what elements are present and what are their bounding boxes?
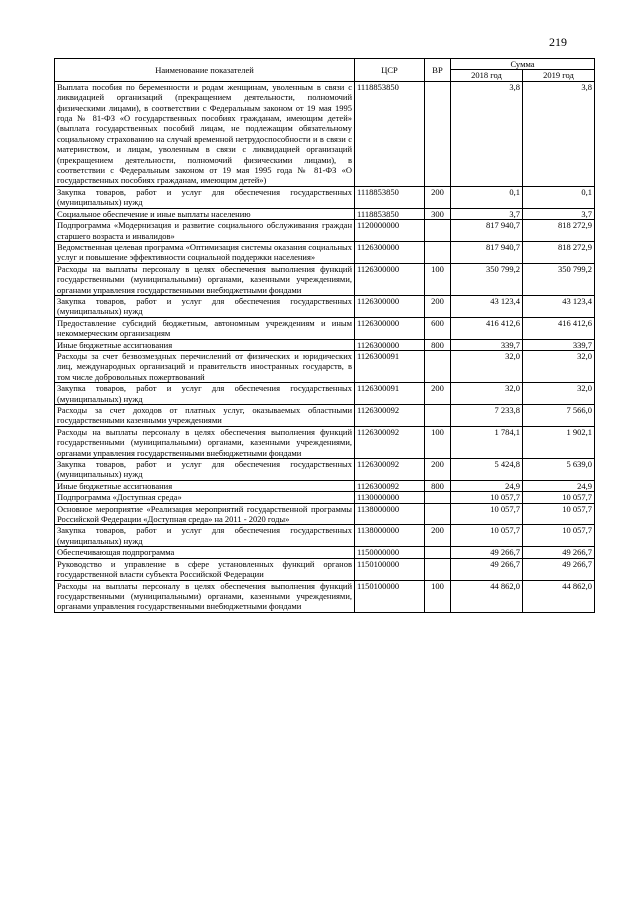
row-value-2019: 44 862,0 xyxy=(523,580,595,612)
row-vr xyxy=(425,405,451,427)
row-value-2019: 3,8 xyxy=(523,81,595,186)
row-vr xyxy=(425,241,451,263)
row-vr xyxy=(425,81,451,186)
row-value-2019: 818 272,9 xyxy=(523,241,595,263)
row-value-2018: 10 057,7 xyxy=(451,503,523,525)
header-sum: Сумма xyxy=(451,59,595,70)
row-value-2018: 49 266,7 xyxy=(451,547,523,558)
table-header xyxy=(55,59,595,82)
header-2019: 2019 год xyxy=(523,70,595,81)
row-name: Социальное обеспечение и иные выплаты населению xyxy=(55,208,355,219)
row-value-2018: 44 862,0 xyxy=(451,580,523,612)
row-vr xyxy=(425,547,451,558)
row-value-2019: 416 412,6 xyxy=(523,317,595,339)
row-value-2018: 5 424,8 xyxy=(451,459,523,481)
row-vr: 100 xyxy=(425,263,451,295)
row-value-2018: 24,9 xyxy=(451,480,523,491)
table-row xyxy=(55,263,595,295)
table-row xyxy=(55,580,595,612)
row-csr: 1126300092 xyxy=(355,459,425,481)
row-value-2019: 1 902,1 xyxy=(523,426,595,458)
row-vr: 600 xyxy=(425,317,451,339)
header-2018: 2018 год xyxy=(451,70,523,81)
row-value-2018: 49 266,7 xyxy=(451,558,523,580)
row-value-2018: 416 412,6 xyxy=(451,317,523,339)
row-csr: 1118853850 xyxy=(355,186,425,208)
row-value-2019: 10 057,7 xyxy=(523,492,595,503)
row-value-2019: 0,1 xyxy=(523,186,595,208)
row-vr: 200 xyxy=(425,459,451,481)
row-name: Закупка товаров, работ и услуг для обеспечения государственных (муниципальных) нужд xyxy=(55,525,355,547)
row-csr: 1126300000 xyxy=(355,317,425,339)
row-value-2019: 350 799,2 xyxy=(523,263,595,295)
row-value-2019: 10 057,7 xyxy=(523,525,595,547)
row-vr: 100 xyxy=(425,426,451,458)
row-vr xyxy=(425,492,451,503)
table-row xyxy=(55,317,595,339)
row-value-2019: 10 057,7 xyxy=(523,503,595,525)
row-csr: 1150000000 xyxy=(355,547,425,558)
table-row xyxy=(55,81,595,186)
row-value-2019: 49 266,7 xyxy=(523,558,595,580)
row-value-2019: 43 123,4 xyxy=(523,295,595,317)
row-csr: 1126300000 xyxy=(355,295,425,317)
row-value-2018: 1 784,1 xyxy=(451,426,523,458)
table-row xyxy=(55,208,595,219)
row-name: Иные бюджетные ассигнования xyxy=(55,339,355,350)
row-value-2019: 339,7 xyxy=(523,339,595,350)
header-name: Наименование показателей xyxy=(55,59,355,82)
row-value-2018: 10 057,7 xyxy=(451,492,523,503)
row-value-2019: 818 272,9 xyxy=(523,220,595,242)
row-value-2018: 7 233,8 xyxy=(451,405,523,427)
row-csr: 1150100000 xyxy=(355,558,425,580)
row-name: Закупка товаров, работ и услуг для обеспечения государственных (муниципальных) нужд xyxy=(55,383,355,405)
row-value-2019: 3,7 xyxy=(523,208,595,219)
row-value-2019: 32,0 xyxy=(523,383,595,405)
row-name: Обеспечивающая подпрограмма xyxy=(55,547,355,558)
row-name: Подпрограмма «Модернизация и развитие социального обслуживания граждан старшего возраста и инвалидов» xyxy=(55,220,355,242)
table-row xyxy=(55,295,595,317)
row-value-2018: 10 057,7 xyxy=(451,525,523,547)
row-value-2018: 0,1 xyxy=(451,186,523,208)
row-csr: 1138000000 xyxy=(355,503,425,525)
row-name: Закупка товаров, работ и услуг для обеспечения государственных (муниципальных) нужд xyxy=(55,459,355,481)
row-csr: 1126300092 xyxy=(355,426,425,458)
row-csr: 1118853850 xyxy=(355,208,425,219)
table-row xyxy=(55,186,595,208)
row-vr: 800 xyxy=(425,480,451,491)
row-name: Подпрограмма «Доступная среда» xyxy=(55,492,355,503)
row-name: Выплата пособия по беременности и родам женщинам, уволенным в связи с ликвидацией организаций (прекращением деятельности, полномочий физическими лицами), в соответствии с Федеральным законом от 19 мая 1995 года № 81-ФЗ «О государственных пособиях гражданам, имеющим детей» (выплата государственных пособий лицам, не подлежащим обязательному социальному страхованию на случай временной нетрудоспособности и в связи с материнством, и лицам, уволенным в связи с ликвидацией организаций (прекращением деятельности, полномочий физическими лицами), в соответствии с Федеральным законом от 19 мая 1995 года № 81-ФЗ «О государственных пособиях гражданам, имеющим детей») xyxy=(55,81,355,186)
table-row xyxy=(55,241,595,263)
row-name: Иные бюджетные ассигнования xyxy=(55,480,355,491)
row-csr: 1150100000 xyxy=(355,580,425,612)
table-row xyxy=(55,426,595,458)
row-csr: 1120000000 xyxy=(355,220,425,242)
table-body xyxy=(55,81,595,612)
row-vr: 200 xyxy=(425,186,451,208)
table-row xyxy=(55,220,595,242)
row-csr: 1126300000 xyxy=(355,263,425,295)
row-value-2018: 43 123,4 xyxy=(451,295,523,317)
row-name: Предоставление субсидий бюджетным, автономным учреждениям и иным некоммерческим организациям xyxy=(55,317,355,339)
row-vr xyxy=(425,350,451,382)
row-csr: 1126300092 xyxy=(355,405,425,427)
row-vr: 100 xyxy=(425,580,451,612)
row-vr: 800 xyxy=(425,339,451,350)
row-value-2018: 817 940,7 xyxy=(451,241,523,263)
row-vr xyxy=(425,503,451,525)
table-row xyxy=(55,339,595,350)
row-value-2018: 339,7 xyxy=(451,339,523,350)
table-row xyxy=(55,383,595,405)
row-name: Расходы на выплаты персоналу в целях обеспечения выполнения функций государственными (муниципальными) органами, казенными учреждениями, органами управления государственными внебюджетными фондами xyxy=(55,426,355,458)
row-value-2018: 3,8 xyxy=(451,81,523,186)
row-vr xyxy=(425,220,451,242)
table-row xyxy=(55,558,595,580)
row-csr: 1130000000 xyxy=(355,492,425,503)
row-name: Ведомственная целевая программа «Оптимизация системы оказания социальных услуг и повышение эффективности социальной поддержки населения» xyxy=(55,241,355,263)
header-vr: ВР xyxy=(425,59,451,82)
row-value-2019: 49 266,7 xyxy=(523,547,595,558)
row-name: Закупка товаров, работ и услуг для обеспечения государственных (муниципальных) нужд xyxy=(55,295,355,317)
row-csr: 1126300000 xyxy=(355,339,425,350)
table-row xyxy=(55,525,595,547)
row-name: Расходы на выплаты персоналу в целях обеспечения выполнения функций государственными (муниципальными) органами, казенными учреждениями, органами управления государственными внебюджетными фондами xyxy=(55,580,355,612)
row-value-2018: 3,7 xyxy=(451,208,523,219)
row-name: Расходы на выплаты персоналу в целях обеспечения выполнения функций государственными (муниципальными) органами, казенными учреждениями, органами управления государственными внебюджетными фондами xyxy=(55,263,355,295)
row-name: Закупка товаров, работ и услуг для обеспечения государственных (муниципальных) нужд xyxy=(55,186,355,208)
row-value-2019: 32,0 xyxy=(523,350,595,382)
header-csr: ЦСР xyxy=(355,59,425,82)
row-value-2018: 32,0 xyxy=(451,383,523,405)
table-row xyxy=(55,350,595,382)
page-number: 219 xyxy=(549,35,567,49)
row-name: Расходы за счет доходов от платных услуг, оказываемых областными государственными казенными учреждениями xyxy=(55,405,355,427)
row-vr: 300 xyxy=(425,208,451,219)
table-row xyxy=(55,459,595,481)
row-vr: 200 xyxy=(425,383,451,405)
row-vr: 200 xyxy=(425,295,451,317)
table-row xyxy=(55,547,595,558)
row-name: Расходы за счет безвозмездных перечислений от физических и юридических лиц, международных организаций и правительств иностранных государств, в том числе добровольных пожертвований xyxy=(55,350,355,382)
table-row xyxy=(55,503,595,525)
row-csr: 1126300091 xyxy=(355,350,425,382)
row-csr: 1138000000 xyxy=(355,525,425,547)
row-csr: 1126300091 xyxy=(355,383,425,405)
row-value-2018: 817 940,7 xyxy=(451,220,523,242)
row-value-2018: 32,0 xyxy=(451,350,523,382)
row-vr: 200 xyxy=(425,525,451,547)
table-row xyxy=(55,480,595,491)
row-name: Руководство и управление в сфере установленных функций органов государственной власти субъекта Российской Федерации xyxy=(55,558,355,580)
row-csr: 1118853850 xyxy=(355,81,425,186)
budget-table xyxy=(54,58,595,613)
row-vr xyxy=(425,558,451,580)
table-row xyxy=(55,405,595,427)
row-name: Основное мероприятие «Реализация мероприятий государственной программы Российской Федерации «Доступная среда» на 2011 - 2020 годы» xyxy=(55,503,355,525)
row-value-2019: 5 639,0 xyxy=(523,459,595,481)
row-csr: 1126300092 xyxy=(355,480,425,491)
table-row xyxy=(55,492,595,503)
row-value-2018: 350 799,2 xyxy=(451,263,523,295)
row-value-2019: 7 566,0 xyxy=(523,405,595,427)
row-value-2019: 24,9 xyxy=(523,480,595,491)
row-csr: 1126300000 xyxy=(355,241,425,263)
